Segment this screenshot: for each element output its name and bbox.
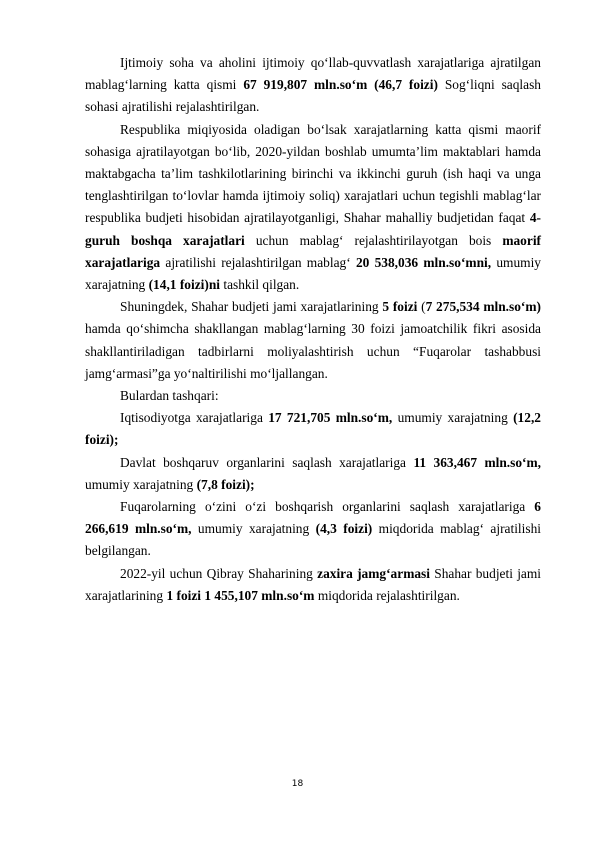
text-run: Ijtimoiy soha va aholini ijtimoiy qo‘llab-quvvatlash xarajatlariga ajratilgan mablag‘larning katta qismi xyxy=(85,55,541,93)
text-run: umumiy xarajatning xyxy=(85,476,197,492)
text-run: uchun mablag‘ rejalashtirilayotgan bois xyxy=(244,232,503,248)
document-body xyxy=(85,52,541,607)
text-run: Sog‘liqni saqlash sohasi ajratilishi rejalashtirilgan. xyxy=(85,77,541,115)
page-number: 18 xyxy=(291,779,304,789)
paragraph xyxy=(85,296,541,385)
text-run: Respublika miqiyosida oladigan bo‘lsak xarajatlarning katta qismi maorif sohasiga ajratilayotgan bo‘lib, 2020-yildan boshlab umumta’lim maktablari hamda maktabgacha ta’lim tashkilotlarining birinchi va ikkinchi guruh (ish haqi va unga tenglashtirilgan to‘lovlar hamda ijtimoiy soliq) xarajatlari uchun tegishli mablag‘lar respublika budjeti hisobidan ajratilayotganligi, Shahar mahalliy budjetidan faqat xyxy=(85,121,541,226)
text-run: ajratilishi rejalashtirilgan mablag‘ xyxy=(160,254,356,270)
bold-text: 6 266,619 mln.so‘m, xyxy=(85,499,541,537)
text-run: Shahar budjeti jami xarajatlarining xyxy=(85,565,541,603)
paragraph xyxy=(85,52,541,119)
text-run: 2022-yil uchun Qibray Shaharining xyxy=(120,565,318,581)
text-run: miqdorida mablag‘ ajratilishi belgilangan. xyxy=(85,521,542,559)
text-run: hamda qo‘shimcha shakllangan mablag‘larning 30 foizi jamoatchilik fikri asosida shakllantiriladigan tadbirlarni moliyalashtirish uchun “Fuqarolar tashabbusi jamg‘armasi”ga yo‘naltirilishi mo‘ljallangan. xyxy=(85,321,541,381)
text-run: tashkil qilgan. xyxy=(220,277,300,293)
paragraph xyxy=(85,452,541,496)
paragraph xyxy=(85,407,541,451)
bold-text: (4,3 foizi) xyxy=(315,521,373,537)
bold-text: 67 919,807 mln.so‘m (46,7 foizi) xyxy=(243,77,438,93)
text-run: umumiy xarajatning xyxy=(191,521,316,537)
bold-text: (7,8 foizi); xyxy=(196,476,255,492)
paragraph xyxy=(85,385,541,407)
bold-text: 17 721,705 mln.so‘m, xyxy=(268,410,393,426)
text-run: Iqtisodiyotga xarajatlariga xyxy=(120,410,269,426)
text-run: umumiy xarajatning xyxy=(85,254,541,293)
bold-text: 4-guruh boshqa xarajatlari xyxy=(85,210,541,248)
text-run: Fuqarolarning o‘zini o‘zi boshqarish organlarini saqlash xarajatlariga xyxy=(120,499,535,515)
bold-text: 11 363,467 mln.so‘m, xyxy=(413,454,541,470)
bold-text: maorif xarajatlariga xyxy=(85,232,541,270)
paragraph xyxy=(85,563,541,607)
bold-text: zaxira jamg‘armasi xyxy=(317,565,430,581)
bold-text: 5 foizi xyxy=(382,299,418,315)
text-run: Davlat boshqaruv organlarini saqlash xarajatlariga xyxy=(120,454,414,470)
bold-text: (14,1 foizi)ni xyxy=(148,277,220,293)
text-run: miqdorida rejalashtirilgan. xyxy=(314,587,460,603)
text-run: Shuningdek, Shahar budjeti jami xarajatlarining xyxy=(120,299,383,315)
text-run: umumiy xarajatning xyxy=(392,410,514,426)
bold-text: 20 538,036 mln.so‘mni, xyxy=(355,254,492,270)
text-run: Bulardan tashqari: xyxy=(120,388,219,404)
paragraph xyxy=(85,119,541,297)
text-run: ( xyxy=(417,299,426,315)
paragraph xyxy=(85,496,541,563)
bold-text: (12,2 foizi); xyxy=(85,410,541,448)
bold-text: 7 275,534 mln.so‘m) xyxy=(425,299,541,315)
bold-text: 1 foizi 1 455,107 mln.so‘m xyxy=(166,587,315,603)
